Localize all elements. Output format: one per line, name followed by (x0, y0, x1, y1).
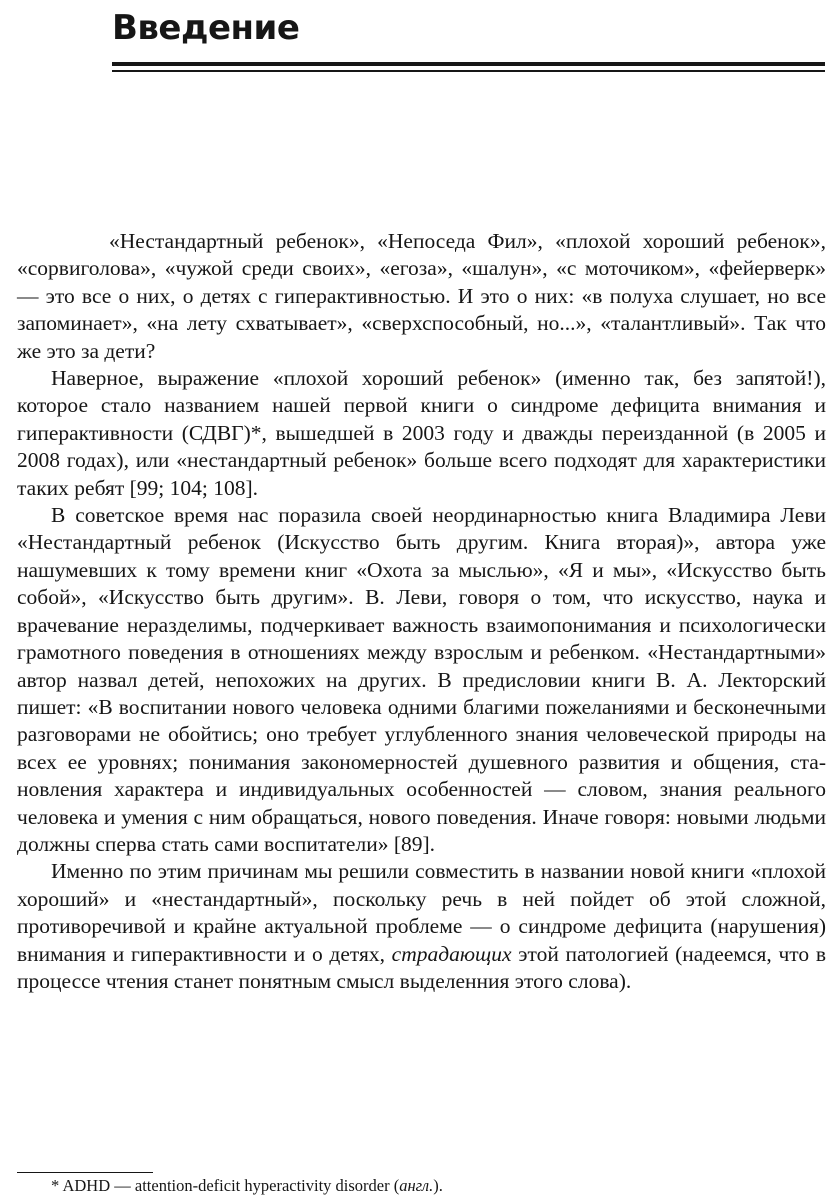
body-text (17, 228, 826, 995)
footnote-text: * ADHD — attention-deficit hyperactivity disorder ( (51, 1176, 400, 1195)
title-rule-thick (112, 62, 825, 66)
footnote (51, 1176, 811, 1196)
paragraph-text: Именно по этим причинам мы решили совместить в названии новой книги «плохой хороший» и «нестандартный», поскольку речь в ней пойдет об этой сложной, противоречивой и крайне актуальной проблеме — о синдроме дефицита (нарушения) внимания и гиперактивности и о детях, (17, 859, 826, 966)
footnote-close: ). (433, 1176, 443, 1195)
emphasized-word: страдающих (391, 941, 512, 966)
footnote-rule (17, 1172, 153, 1173)
chapter-title: Введение (112, 8, 300, 48)
paragraph: В советское время нас поразила своей неординарностью книга Владимира Леви «Нестандартный ребенок (Искусство быть другим. Книга вторая)», автора уже нашумевших к тому времени книг «Охота за мыслью», «Я и мы», «Искусство быть собой», «Искусство быть другим». В. Леви, говоря о том, что искусство, наука и врачевание неразделимы, подчеркивает важность взаимопонимания и психологически грамотного поведения в отношениях между взрослым и ребенком. «Нестандартными» автор назвал детей, непохожих на других. В предисловии книги В. А. Лекторский пишет: «В воспитании нового человека одними благими пожеланиями и бесконечными разговорами не обойтись; оно требует углубленного знания человеческой природы на всех ее уровнях; понимания закономерностей душевного развития и общения, становления характера и индивидуальных особенностей — словом, знания реального человека и умения с ним обращаться, нового поведения. Иначе говоря: новыми людьми должны сперва стать сами воспитатели» [89]. (17, 503, 826, 856)
paragraph: «Нестандартный ребенок», «Непоседа Фил», «плохой хороший ребенок», «сорвиголова», «чужой среди своих», «егоза», «шалун», «с моточиком», «фейерверк» — это все о них, о детях с гиперактивностью. И это о них: «в полуха слушает, но все запоминает», «на лету схватывает», «сверхспособный, но...», «талантливый». Так что же это за дети? (17, 229, 826, 363)
title-rule-thin (112, 70, 825, 72)
paragraph: Наверное, выражение «плохой хороший ребенок» (именно так, без запятой!), которое стало названием нашей первой книги о синдроме дефицита внимания и гиперактивности (СДВГ)*, вышедшей в 2003 году и дважды переизданной (в 2005 и 2008 годах), или «нестандартный ребенок» больше всего подходят для характеристики таких ребят [99; 104; 108]. (17, 366, 826, 500)
paragraph (17, 858, 826, 995)
footnote-lang: англ. (399, 1176, 434, 1195)
paragraph-text: этой патологией (надеемся, что в процессе чтения станет понятным смысл выделенния этого слова). (17, 941, 826, 993)
